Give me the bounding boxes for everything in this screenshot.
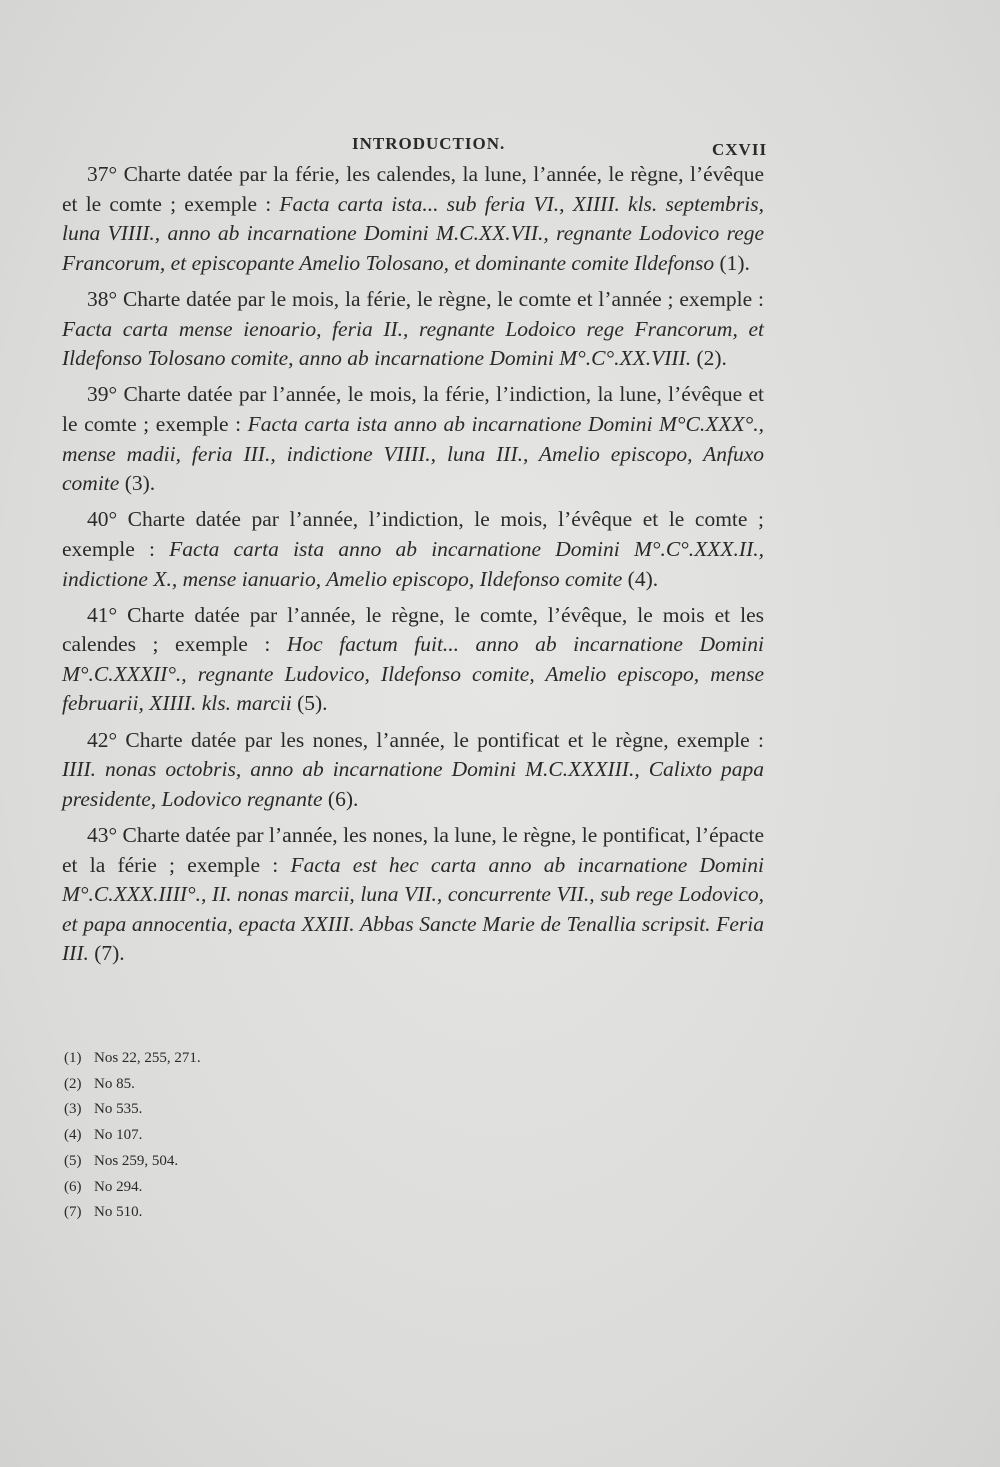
footnote-mark: (7): [64, 1204, 82, 1221]
footnote-text: Nos 22, 255, 271.: [94, 1050, 201, 1066]
footnote-mark: (4): [64, 1127, 82, 1144]
paragraph-37: [62, 160, 764, 278]
running-title: INTRODUCTION.: [352, 134, 506, 153]
footnote-text: No 107.: [94, 1127, 143, 1144]
paragraph-example: IIII. nonas octobris, anno ab incarnatione Domini M.C.XXXIII., Calixto papa presidente, Lodovico regnante: [62, 757, 764, 811]
footnote: [64, 1097, 364, 1123]
footnote-ref: (4).: [622, 566, 659, 591]
footnote-mark: (5): [64, 1152, 82, 1169]
footnote-mark: (3): [64, 1101, 82, 1118]
footnote-ref: (6).: [322, 786, 359, 811]
footnote-text: No 294.: [94, 1178, 143, 1195]
footnote-text: No 535.: [94, 1101, 143, 1118]
paragraph-example: Facta carta ista anno ab incarnatione Domini M°.C°.XXX.II., indictione X., mense ianuario, Amelio episcopo, Ildefonso comite: [62, 536, 764, 591]
footnote-text: No 85.: [94, 1075, 135, 1092]
paragraph-example: Facta carta mense ienoario, feria II., regnante Lodoico rege Francorum, et Ildefonso Tolosano comite, anno ab incarnatione Domini M°.C°.XX.VIII.: [62, 316, 764, 371]
paragraph-example: Facta carta ista anno ab incarnatione Domini M°C.XXX°., mense madii, feria III., indictione VIIII., luna III., Amelio episcopo, Anfuxo comite: [62, 411, 764, 496]
footnote: [64, 1072, 364, 1098]
paragraph-lead: 37° Charte datée par la férie, les calendes, la lune, l’année, le règne, l’évêque et le comte ; exemple :: [62, 162, 764, 216]
paragraph-lead: 41° Charte datée par l’année, le règne, le comte, l’évêque, le mois et les calendes ; exemple :: [62, 602, 764, 657]
page-number: CXVII: [712, 140, 768, 159]
paragraph-42: [62, 726, 764, 815]
paragraph-example: Hoc factum fuit... anno ab incarnatione Domini M°.C.XXXII°., regnante Ludovico, Ildefonso comite, Amelio episcopo, mense februarii, XIIII. kls. marcii: [62, 632, 764, 716]
footnote-ref: (3).: [119, 471, 156, 496]
paragraph-lead: 38° Charte datée par le mois, la férie, le règne, le comte et l’année ; exemple :: [87, 286, 764, 311]
paragraph-38: [62, 285, 764, 374]
body-text: [62, 160, 764, 976]
paragraph-lead: 42° Charte datée par les nones, l’année, le pontificat et le règne, exemple :: [87, 727, 764, 752]
footnote-mark: (2): [64, 1075, 82, 1092]
paragraph-example: Facta carta ista... sub feria VI., XIIII. kls. septembris, luna VIIII., anno ab incarnatione Domini M.C.XX.VII., regnante Lodovico rege Francorum, et episcopante Amelio Tolosano, et dominante comite Ildefonso: [62, 191, 764, 275]
footnote: [64, 1175, 364, 1201]
footnote-mark: (1): [64, 1050, 82, 1066]
footnote-mark: (6): [64, 1178, 82, 1195]
footnote: [64, 1200, 364, 1226]
footnote-text: No 510.: [94, 1204, 143, 1221]
footnote-text: Nos 259, 504.: [94, 1152, 179, 1169]
paragraph-39: [62, 380, 764, 498]
paragraph-lead: 43° Charte datée par l’année, les nones, la lune, le règne, le pontificat, l’épacte et la férie ; exemple :: [62, 823, 764, 877]
footnote-ref: (7).: [88, 941, 125, 966]
footnote-ref: (2).: [691, 346, 727, 371]
paragraph-lead: 40° Charte datée par l’année, l’indiction, le mois, l’évêque et le comte ; exemple :: [62, 507, 764, 561]
footnote-ref: (5).: [291, 691, 328, 716]
paragraph-example: Facta est hec carta anno ab incarnatione Domini M°.C.XXX.IIII°., II. nonas marcii, luna VII., concurrente VII., sub rege Lodovico, et papa annocentia, epacta XXIII. Abbas Sancte Marie de Tenallia scripsit. Feria III.: [62, 852, 765, 966]
footnote: [64, 1046, 364, 1072]
paragraph-lead: 39° Charte datée par l’année, le mois, la férie, l’indiction, la lune, l’évêque et le comte ; exemple :: [62, 382, 764, 436]
footnote: [64, 1149, 364, 1175]
footnote: [64, 1123, 364, 1149]
paragraph-43: [62, 821, 764, 969]
page-header: [0, 128, 1000, 158]
paragraph-40: [62, 505, 764, 594]
footnotes: [64, 1046, 364, 1226]
footnote-ref: (1).: [714, 250, 750, 275]
paragraph-41: [62, 601, 764, 719]
